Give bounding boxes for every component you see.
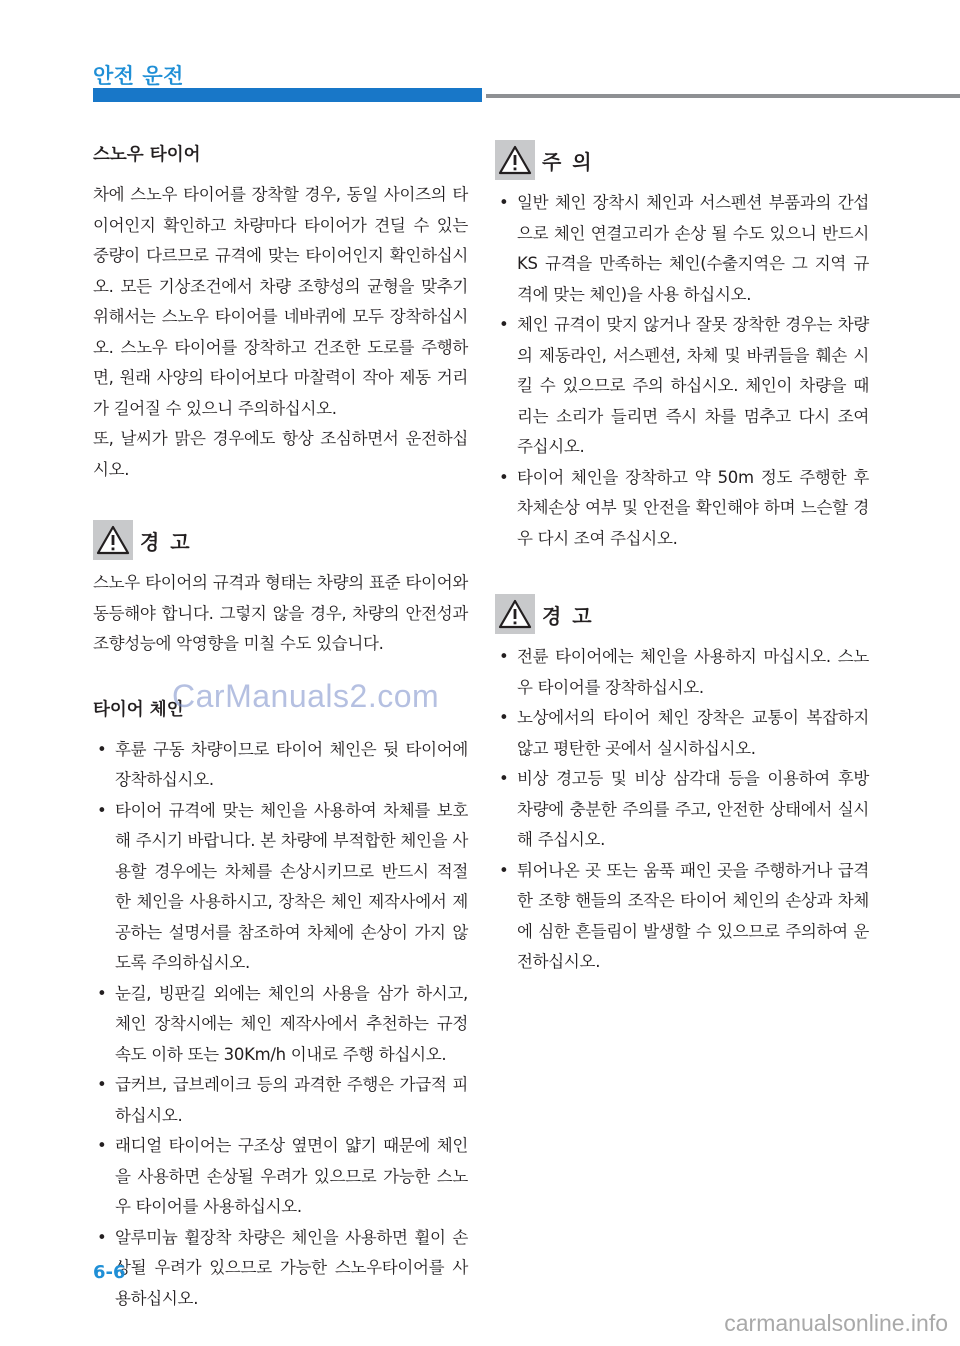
list-item: • 비상 경고등 및 비상 삼각대 등을 이용하여 후방 차량에 충분한 주의를 주고, 안전한 상태에서 실시해 주십시오. (495, 764, 869, 856)
watermark: CarManuals2.com (172, 678, 440, 714)
warning-header-2 (495, 594, 869, 634)
warning-triangle-icon (495, 140, 535, 180)
list-item: • 노상에서의 타이어 체인 장착은 교통이 복잡하지 않고 평탄한 곳에서 실시하십시오. (495, 703, 869, 764)
page-number: 6-6 (93, 1262, 126, 1283)
header-accent-bar (93, 88, 482, 102)
warning-header-1 (93, 520, 468, 560)
warning-triangle-icon (93, 520, 133, 560)
list-item: • 급커브, 급브레이크 등의 과격한 주행은 가급적 피하십시오. (93, 1070, 468, 1131)
list-item: • 타이어 체인을 장착하고 약 50m 정도 주행한 후 차체손상 여부 및 안전을 확인해야 하며 느슨할 경우 다시 조여 주십시오. (495, 463, 869, 555)
caution-header (495, 140, 869, 180)
header-divider (486, 94, 960, 98)
list-item: • 알루미늄 휠장착 차량은 체인을 사용하면 휠이 손상될 우려가 있으므로 가능한 스노우타이어를 사용하십시오. (93, 1223, 468, 1315)
list-item: • 체인 규격이 맞지 않거나 잘못 장착한 경우는 차량의 제동라인, 서스펜션, 차체 및 바퀴들을 훼손 시킬 수 있으므로 주의 하십시오. 체인이 차량을 때리는 소리가 들리면 즉시 차를 멈추고 다시 조여 주십시오. (495, 310, 869, 463)
warning-text-1: 스노우 타이어의 규격과 형태는 차량의 표준 타이어와 동등해야 합니다. 그렇지 않을 경우, 차량의 안전성과 조향성능에 악영향을 미칠 수도 있습니다. (93, 573, 468, 653)
right-column (495, 140, 869, 978)
list-item: • 래디얼 타이어는 구조상 옆면이 얇기 때문에 체인을 사용하면 손상될 우려가 있으므로 가능한 스노우 타이어를 사용하십시오. (93, 1131, 468, 1223)
snow-tire-heading: 스노우 타이어 (93, 145, 201, 165)
list-item: • 일반 체인 장착시 체인과 서스펜션 부품과의 간섭으로 체인 연결고리가 손상 될 수도 있으니 반드시 KS 규격을 만족하는 체인(수출지역은 그 지역 규격에 맞는 체인)을 사용 하십시오. (495, 188, 869, 310)
section-title: 안전 운전 (93, 64, 184, 88)
list-item: • 타이어 규격에 맞는 체인을 사용하여 차체를 보호해 주시기 바랍니다. 본 차량에 부적합한 체인을 사용할 경우에는 차체를 손상시키므로 반드시 적절한 체인을 사용하시고, 장착은 체인 제작사에서 제공하는 설명서를 참조하여 차체에 손상이 가지 않도록 주의하십시오. (93, 796, 468, 979)
warning-title-2: 경 고 (542, 603, 594, 628)
list-item: • 후륜 구동 차량이므로 타이어 체인은 뒷 타이어에 장착하십시오. (93, 735, 468, 796)
tire-chain-heading: 타이어 체인 (93, 699, 184, 720)
list-item: • 눈길, 빙판길 외에는 체인의 사용을 삼가 하시고, 체인 장착시에는 체인 제작사에서 추천하는 규정 속도 이하 또는 30Km/h 이내로 주행 하십시오. (93, 979, 468, 1071)
list-item: • 전륜 타이어에는 체인을 사용하지 마십시오. 스노우 타이어를 장착하십시오. (495, 642, 869, 703)
tire-chain-list (93, 735, 468, 1315)
footer-watermark: carmanualsonline.info (724, 1310, 948, 1336)
warning-title-1: 경 고 (140, 529, 192, 554)
caution-title: 주 의 (542, 149, 594, 174)
snow-tire-paragraph-2: 또, 날씨가 맑은 경우에도 항상 조심하면서 운전하십시오. (93, 429, 468, 479)
warning-list-2 (495, 642, 869, 978)
warning-triangle-icon (495, 594, 535, 634)
left-column (93, 140, 468, 1314)
caution-list (495, 188, 869, 554)
list-item: • 튀어나온 곳 또는 움푹 패인 곳을 주행하거나 급격한 조향 핸들의 조작은 타이어 체인의 손상과 차체에 심한 흔들림이 발생할 수 있으므로 주의하여 운전하십시오. (495, 856, 869, 978)
snow-tire-paragraph-1: 차에 스노우 타이어를 장착할 경우, 동일 사이즈의 타이어인지 확인하고 차량마다 타이어가 견딜 수 있는 중량이 다르므로 규격에 맞는 타이어인지 확인하십시오. 모든 기상조건에서 차량 조향성의 균형을 맞추기 위해서는 스노우 타이어를 네바퀴에 모두 장착하십시오. 스노우 타이어를 장착하고 건조한 도로를 주행하면, 원래 사양의 타이어보다 마찰력이 작아 제동 거리가 길어질 수 있으니 주의하십시오. (93, 185, 468, 418)
